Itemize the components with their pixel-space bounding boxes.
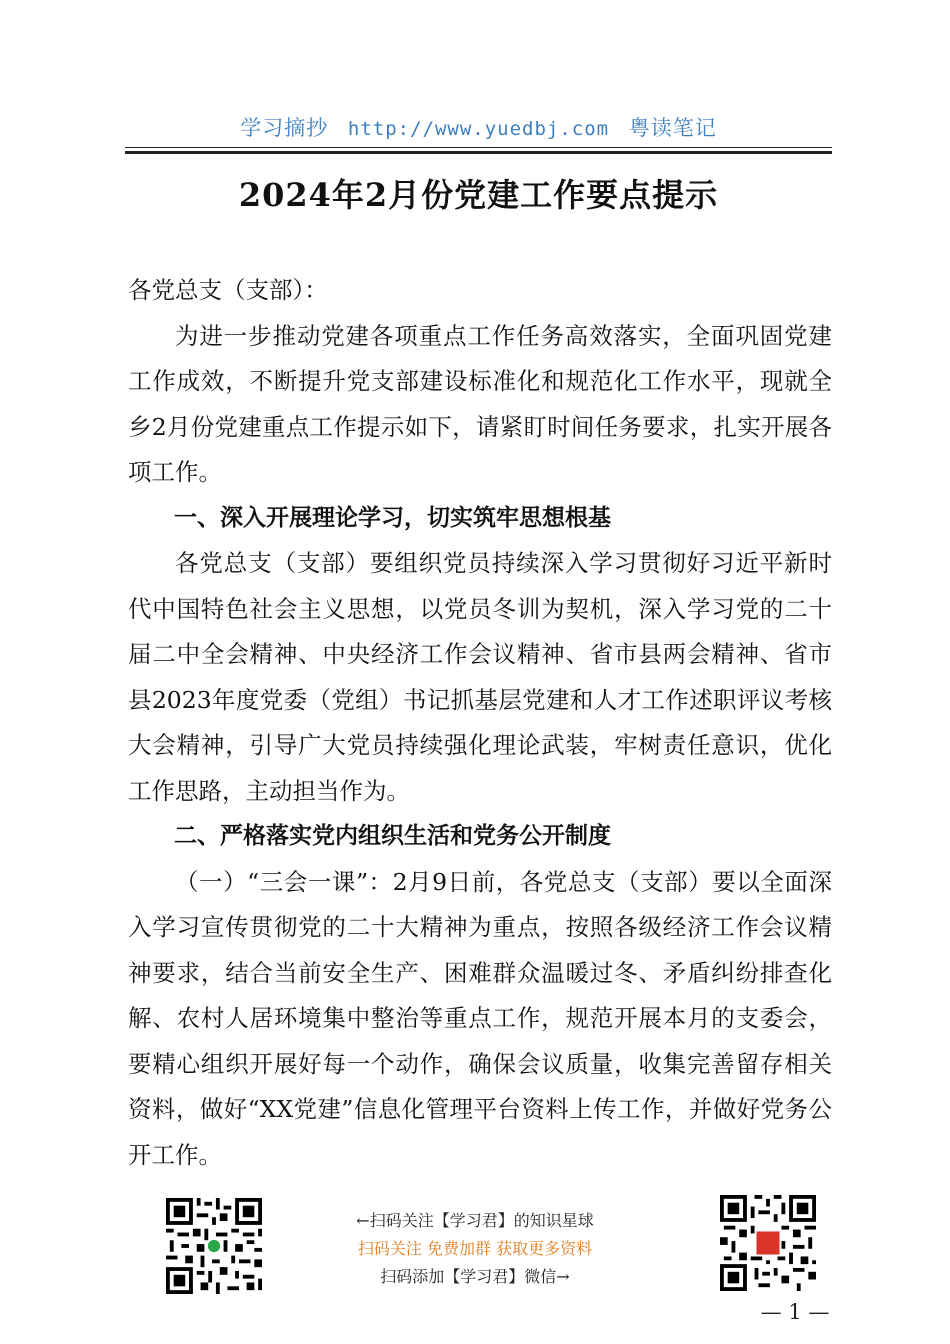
promo-footer [0,1195,950,1295]
page-number: — 1 — [760,1300,830,1324]
promo-text [310,1207,640,1291]
intro-paragraph: 为进一步推动党建各项重点工作任务高效落实，全面巩固党建工作成效，不断提升党支部建设标准化和规范化工作水平，现就全乡2月份党建重点工作提示如下，请紧盯时间任务要求，扎实开展各项工作。 [128,321,832,486]
qr-code-knowledge-planet[interactable] [166,1198,262,1294]
promo-line-knowledge-planet: ←扫码关注【学习君】的知识星球 [356,1211,594,1230]
document-title: 2024年2月份党建工作要点提示 [238,176,719,214]
header-divider-thick [125,151,832,154]
promo-line-free-group: 扫码关注 免费加群 获取更多资料 [357,1239,593,1258]
qr-code-wechat[interactable] [720,1195,816,1291]
header-divider-thin [125,147,832,148]
header-brand: 粤读笔记 [628,116,717,140]
section-body-1: 各党总支（支部）要组织党员持续深入学习贯彻好习近平新时代中国特色社会主义思想，以党员冬训为契机，深入学习党的二十届二中全会精神、中央经济工作会议精神、省市县两会精神、省市县2023年度党委（党组）书记抓基层党建和人才工作述职评议考核大会精神，引导广大党员持续强化理论武装，牢树责任意识，优化工作思路，主动担当作为。 [128,549,832,805]
salutation: 各党总支（支部）： [128,276,328,304]
document-body [128,268,832,1178]
header-url-link[interactable]: http://www.yuedbj.com [347,118,610,140]
page-header [125,112,832,142]
section-body-2: （一）“三会一课”：2月9日前，各党总支（支部）要以全面深入学习宣传贯彻党的二十大精神为重点，按照各级经济工作会议精神要求，结合当前安全生产、困难群众温暖过冬、矛盾纠纷排查化解、农村人居环境集中整治等重点工作，规范开展本月的支委会，要精心组织开展好每一个动作，确保会议质量，收集完善留存相关资料，做好“XX党建”信息化管理平台资料上传工作，并做好党务公开工作。 [128,867,832,1169]
section-heading-1: 一、深入开展理论学习，切实筑牢思想根基 [174,504,611,531]
section-heading-2: 二、严格落实党内组织生活和党务公开制度 [174,823,611,849]
promo-line-wechat: 扫码添加【学习君】微信→ [380,1267,570,1286]
header-site-name: 学习摘抄 [240,116,329,140]
